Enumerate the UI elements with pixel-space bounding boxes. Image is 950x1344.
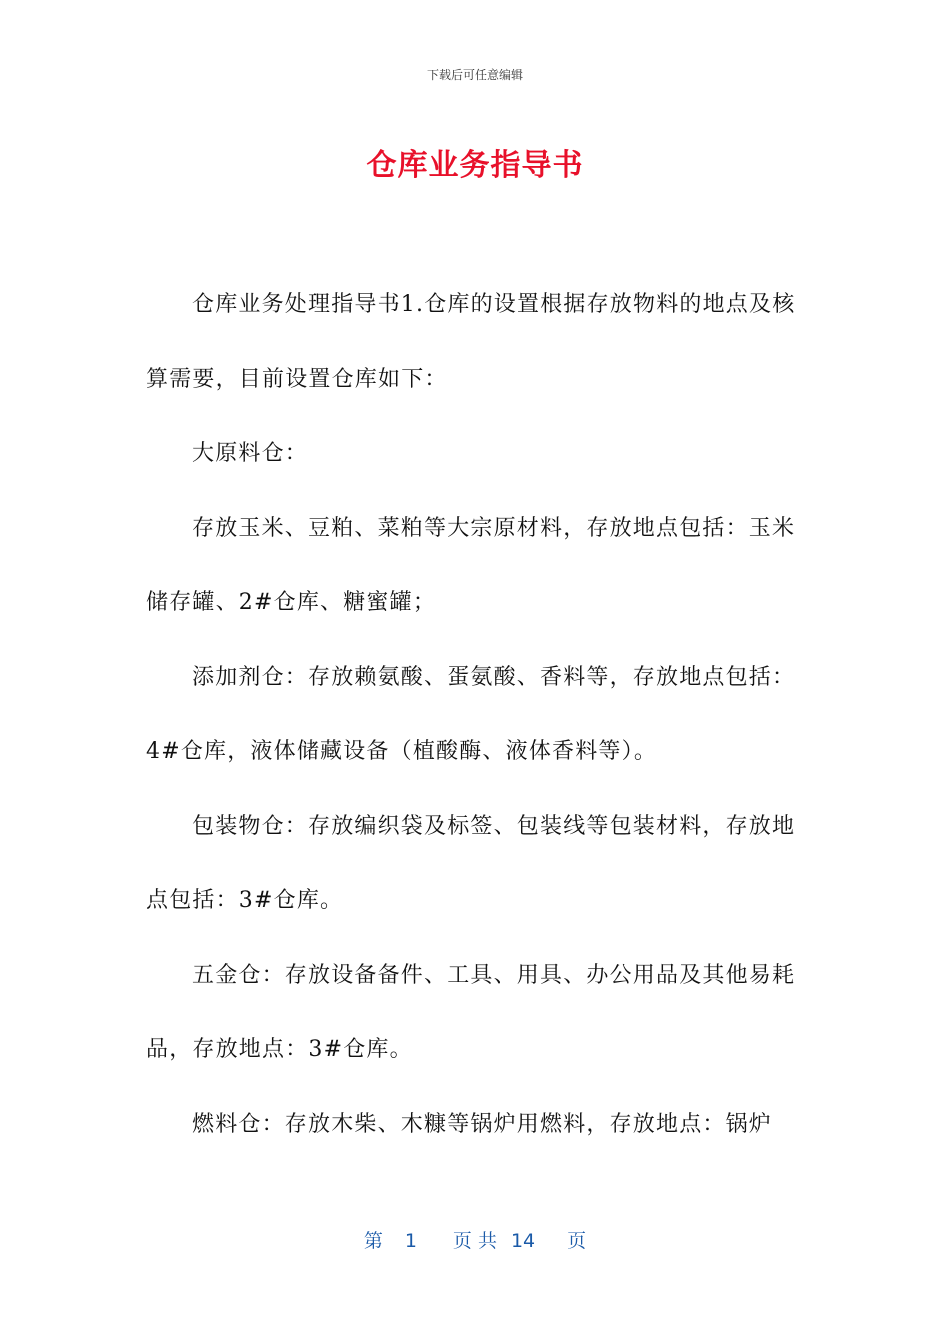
footer-current-page: 1	[404, 1230, 417, 1252]
header-note: 下载后可任意编辑	[426, 68, 523, 82]
document-body	[146, 268, 806, 1162]
footer-total-pages: 14	[510, 1230, 536, 1252]
paragraph-hardware-warehouse: 五金仓：存放设备备件、工具、用具、办公用品及其他易耗品，存放地点：3#仓库。	[146, 962, 796, 1062]
document-title: 仓库业务指导书	[366, 148, 584, 183]
paragraph-fuel-warehouse: 燃料仓：存放木柴、木糠等锅炉用燃料，存放地点：锅炉	[192, 1111, 773, 1137]
paragraph-additive-warehouse: 添加剂仓：存放赖氨酸、蛋氨酸、香料等，存放地点包括：4#仓库，液体储藏设备（植酸酶、液体香料等）。	[146, 664, 796, 764]
footer-prefix: 第	[363, 1230, 383, 1252]
paragraph-intro: 仓库业务处理指导书1.仓库的设置根据存放物料的地点及核算需要，目前设置仓库如下：	[146, 292, 796, 392]
paragraph-raw-material-storage: 存放玉米、豆粕、菜粕等大宗原材料，存放地点包括：玉米储存罐、2#仓库、糖蜜罐；	[146, 515, 796, 615]
footer-suffix: 页	[567, 1230, 587, 1252]
footer-middle: 页 共	[452, 1230, 497, 1252]
paragraph-packaging-warehouse: 包装物仓：存放编织袋及标签、包装线等包装材料，存放地点包括：3#仓库。	[146, 813, 796, 913]
page-footer	[0, 1226, 950, 1253]
paragraph-raw-material-warehouse: 大原料仓：	[192, 441, 309, 466]
